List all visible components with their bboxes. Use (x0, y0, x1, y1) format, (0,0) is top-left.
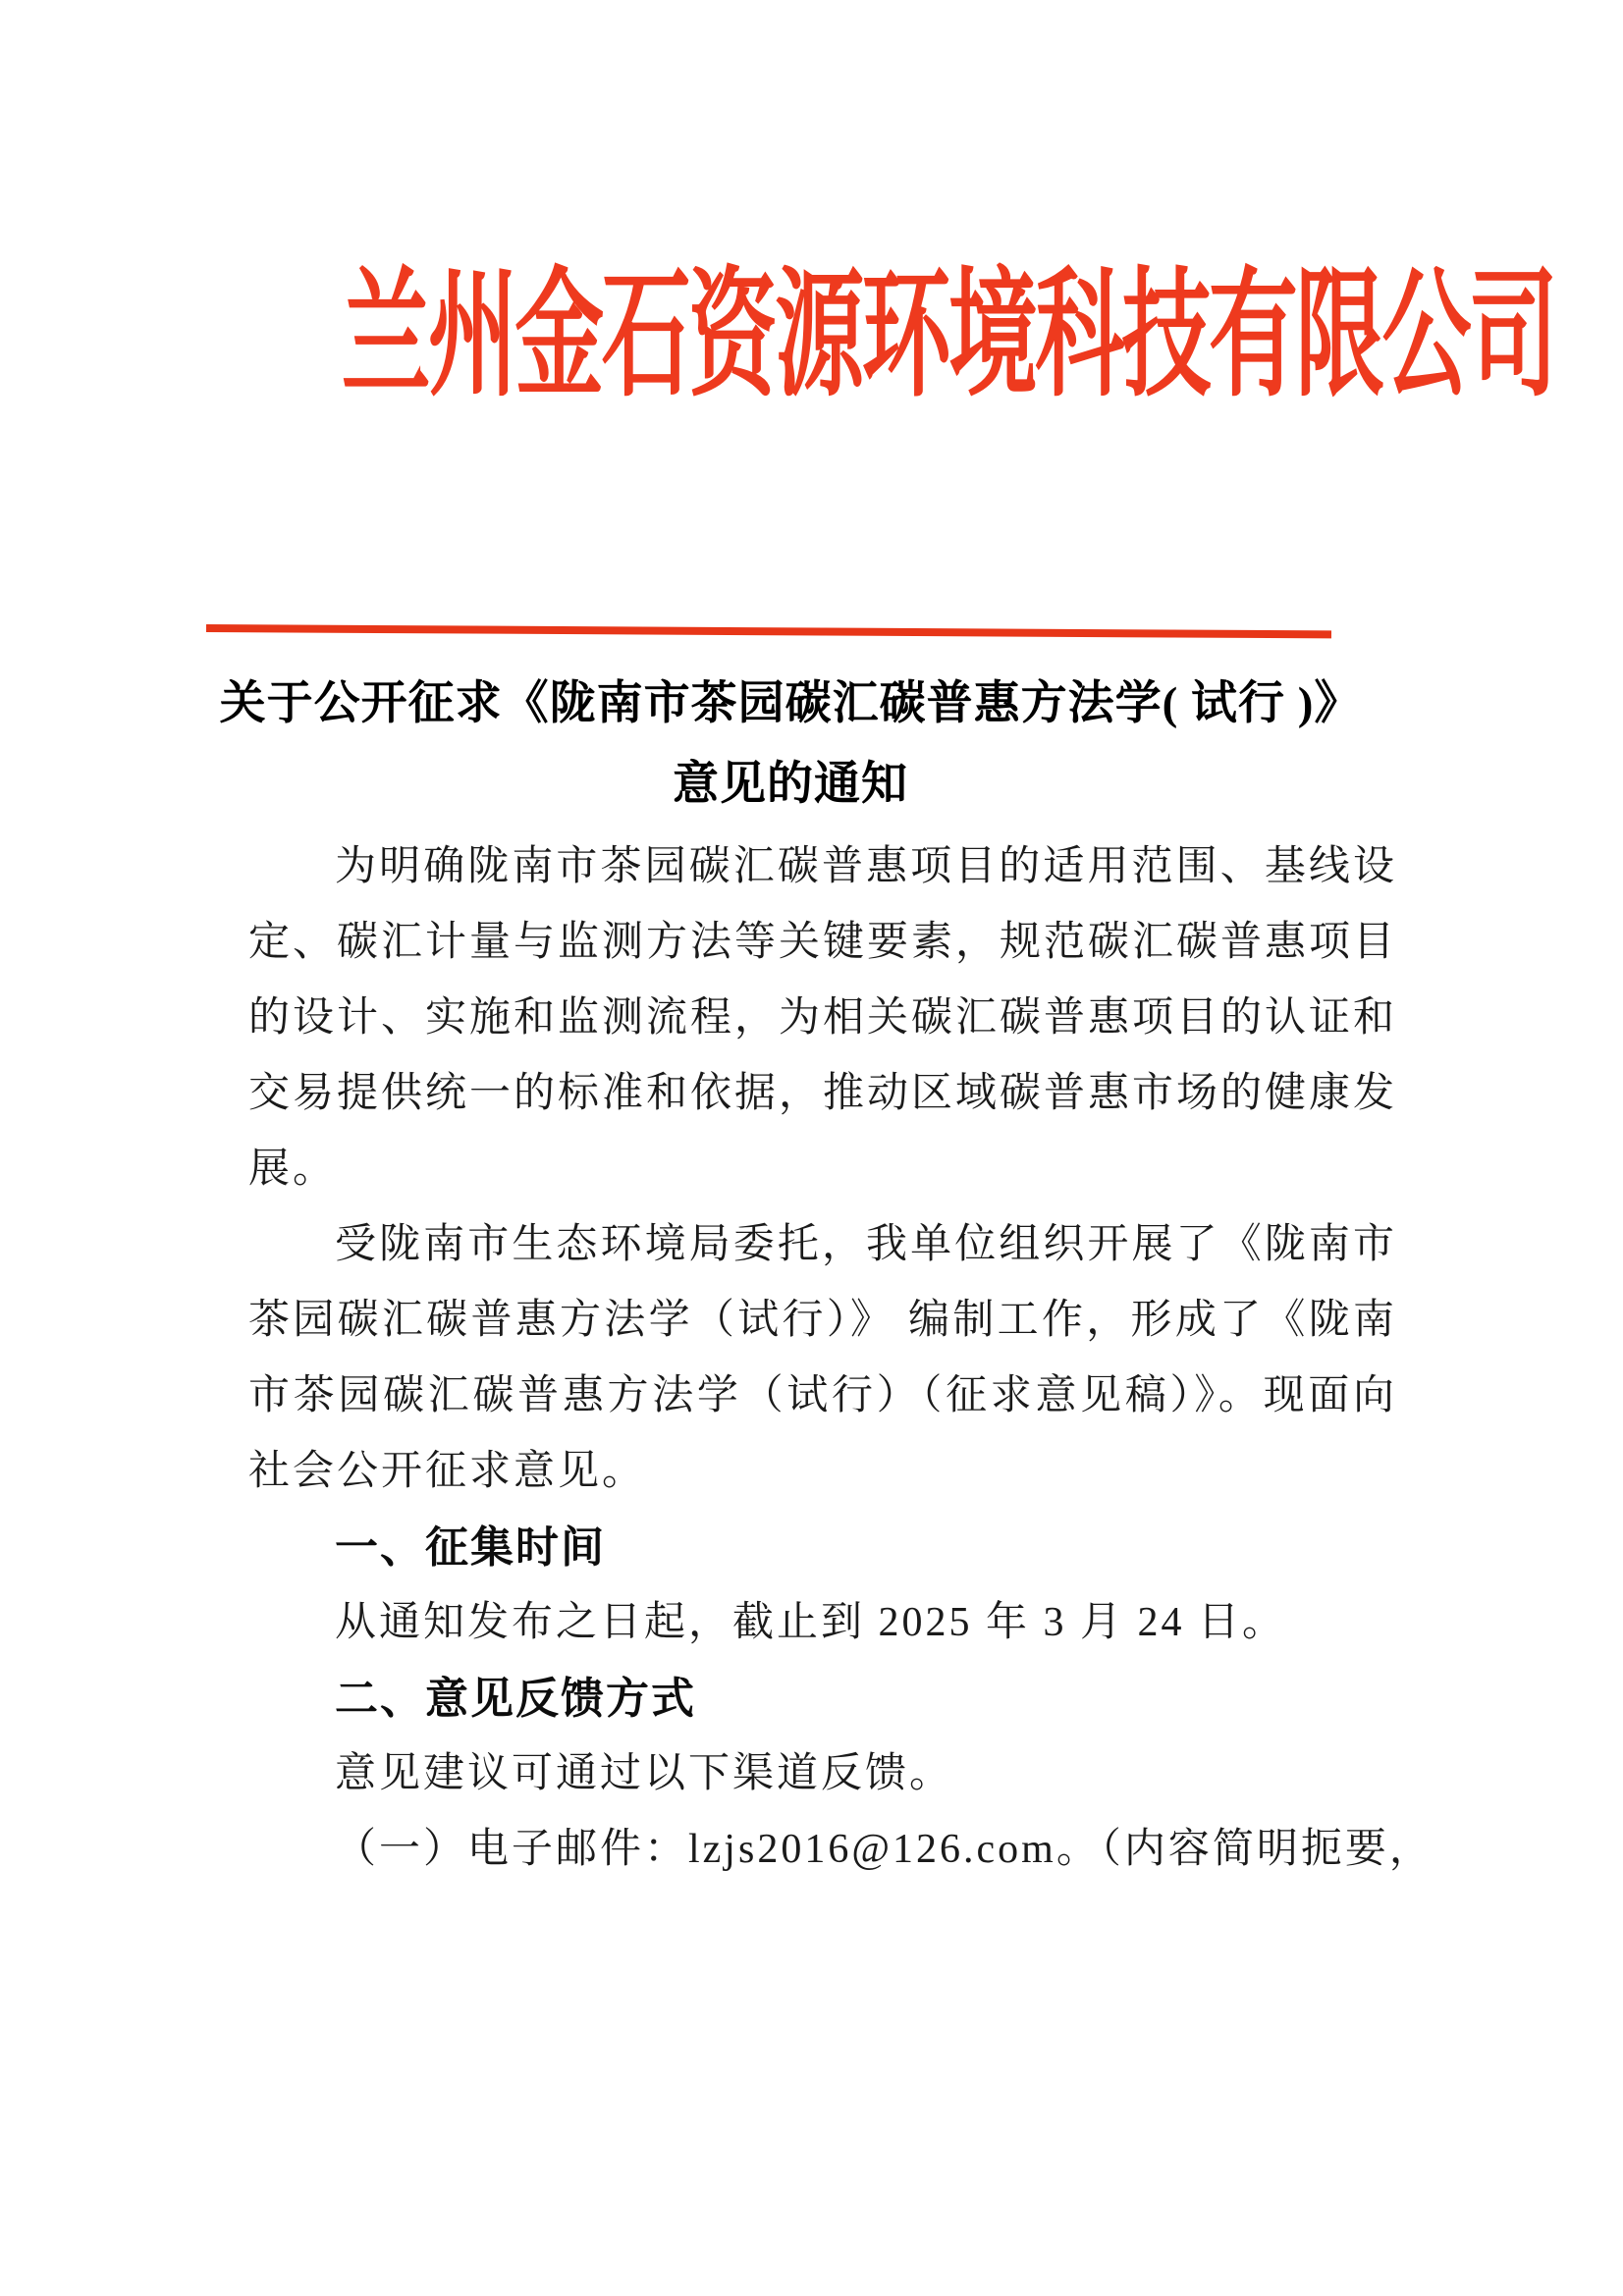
company-letterhead: 兰州金石资源环境科技有限公司 (341, 258, 1556, 413)
paragraph-background: 受陇南市生态环境局委托，我单位组织开展了《陇南市茶园碳汇碳普惠方法学（试行）》 编制工作，形成了《陇南市茶园碳汇碳普惠方法学（试行）（征求意见稿）》。现面向社会公开征求意见。 (248, 1222, 1397, 1494)
notice-title-line2: 意见的通知 (673, 759, 908, 810)
section-heading-collection-time: 一、征集时间 (335, 1523, 606, 1572)
paragraph-feedback-intro: 意见建议可通过以下渠道反馈。 (335, 1751, 954, 1796)
notice-body (248, 829, 1434, 1888)
red-divider-line (206, 624, 1331, 638)
paragraph-purpose: 为明确陇南市茶园碳汇碳普惠项目的适用范围、基线设定、碳汇计量与监测方法等关键要素，规范碳汇碳普惠项目的设计、实施和监测流程，为相关碳汇碳普惠项目的认证和交易提供统一的标准和依据，推动区域碳普惠市场的健康发展。 (248, 844, 1398, 1192)
letterhead-container (0, 257, 1561, 414)
notice-title-line1: 关于公开征求《陇南市茶园碳汇碳普惠方法学( 试行 )》 (219, 678, 1362, 729)
section-heading-feedback-method: 二、意见反馈方式 (335, 1675, 696, 1723)
paragraph-deadline: 从通知发布之日起，截止到 2025 年 3 月 24 日。 (335, 1600, 1287, 1645)
paragraph-email-channel: （一）电子邮件：lzjs2016@126.com。（内容简明扼要， (335, 1827, 1434, 1872)
notice-title (0, 664, 1581, 825)
